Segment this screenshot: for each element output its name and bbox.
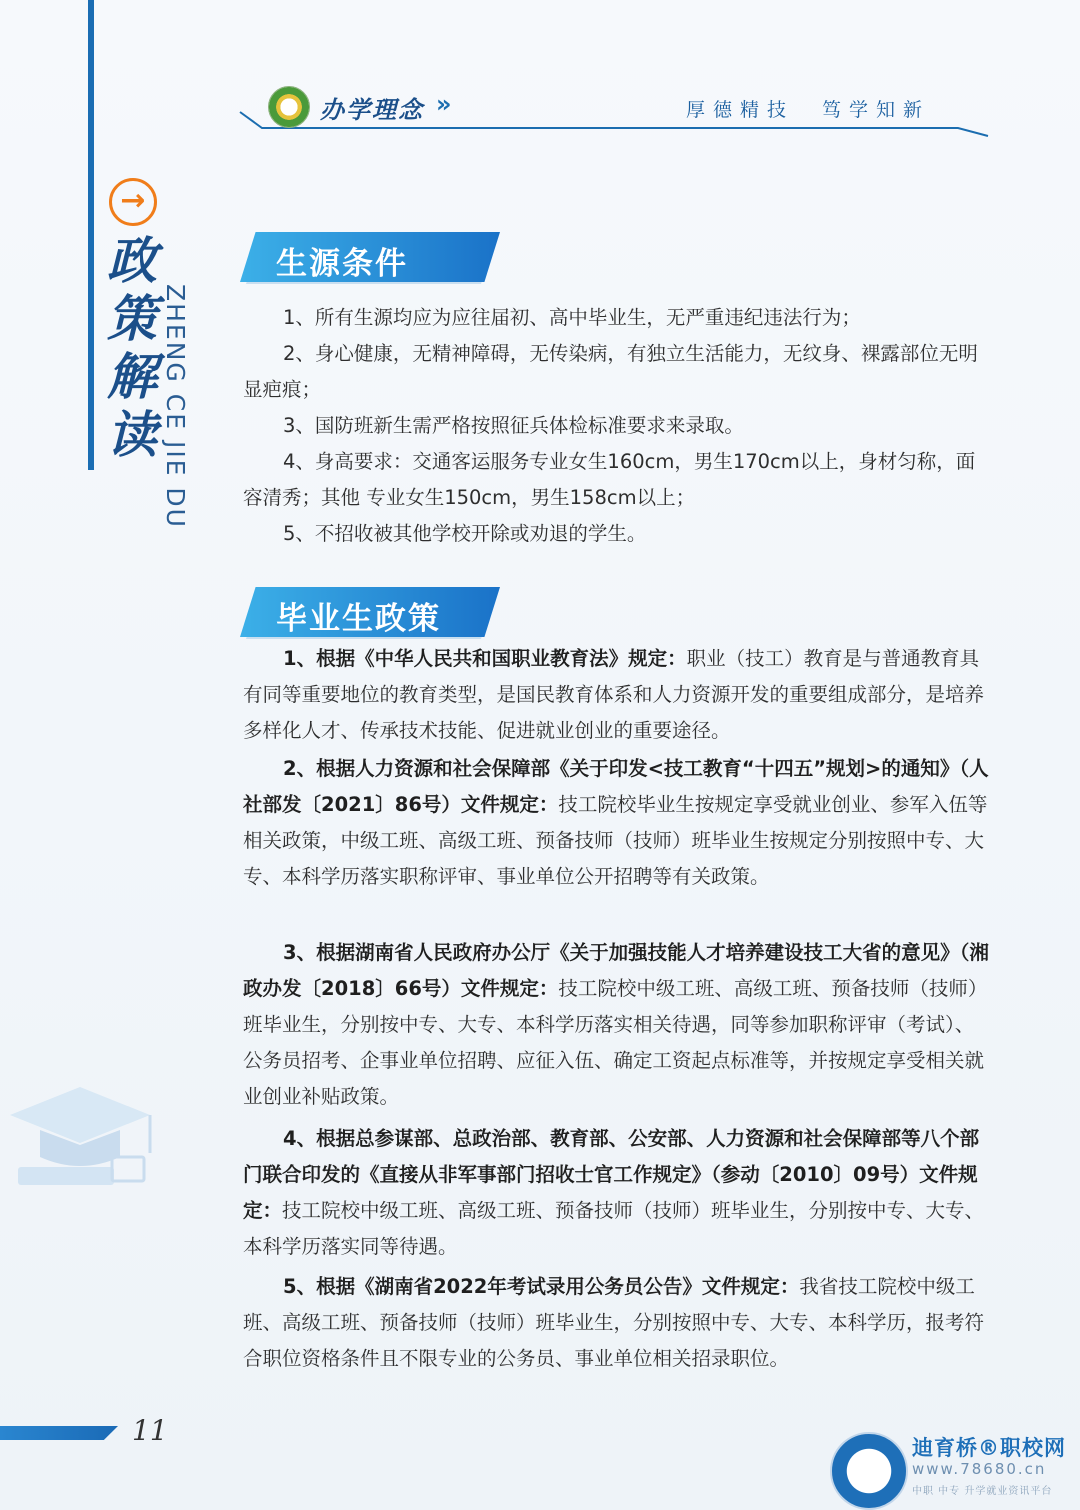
side-title-char: 解 xyxy=(107,347,157,406)
policy-lead: 3、根据湖南省人民政府办公厅《关于加强技能人才培养建设技工大省的意见》（湘政办发〔2018〕66号）文件规定： xyxy=(243,941,989,1000)
school-logo-icon xyxy=(268,86,310,128)
policy-lead: 1、根据《中华人民共和国职业教育法》规定： xyxy=(283,647,687,670)
section-heading-label: 生源条件 xyxy=(276,246,408,282)
policy-text: 技工院校中级工班、高级工班、预备技师（技师）班毕业生，分别按中专、大专、本科学历落实相关待遇，同等参加职称评审（考试）、公务员招考、企事业单位招聘、应征入伍、确定工资起点标准等，并按规定享受相关就业创业补贴政策。 xyxy=(243,977,988,1108)
header-divider-line xyxy=(0,0,1080,150)
section-heading-enrollment xyxy=(240,232,500,282)
policy-item xyxy=(243,1121,993,1265)
enrollment-item: 3、国防班新生需严格按照征兵体检标准要求来录取。 xyxy=(283,414,744,437)
policy-text: 职业（技工）教育是与普通教育具有同等重要地位的教育类型，是国民教育体系和人力资源开发的重要组成部分，是培养多样化人才、传承技术技能、促进就业创业的重要途径。 xyxy=(243,647,985,742)
section-heading-label: 毕业生政策 xyxy=(276,601,441,637)
enrollment-item: 1、所有生源均应为应往届初、高中毕业生，无严重违纪违法行为； xyxy=(283,306,861,329)
enrollment-item: 5、不招收被其他学校开除或劝退的学生。 xyxy=(283,522,647,545)
side-title xyxy=(102,232,162,464)
side-pinyin: ZHENG CE JIE DU xyxy=(161,284,190,529)
arrow-right-icon: → xyxy=(109,178,157,226)
motto-left: 办学理念 xyxy=(320,95,424,124)
section-heading-graduate-policy xyxy=(240,587,500,637)
policy-text: 我省技工院校中级工班、高级工班、预备技师（技师）班毕业生，分别按照中专、大专、本科学历，报考符合职位资格条件且不限专业的公务员、事业单位相关招录职位。 xyxy=(243,1275,985,1370)
page-header xyxy=(0,0,1080,150)
motto-right: 厚德精技 笃学知新 xyxy=(686,99,931,121)
policy-lead: 5、根据《湖南省2022年考试录用公务员公告》文件规定： xyxy=(283,1275,800,1298)
policy-lead: 2、根据人力资源和社会保障部《关于印发<技工教育“十四五”规划>的通知》（人社部发〔2021〕86号）文件规定： xyxy=(243,757,989,816)
policy-item xyxy=(243,1269,993,1377)
footer-accent-bar xyxy=(0,1426,118,1440)
enrollment-item: 4、身高要求：交通客运服务专业女生160cm，男生170cm以上，身材匀称，面容清秀；其他 专业女生150cm，男生158cm以上； xyxy=(243,450,976,509)
side-title-char: 政 xyxy=(107,231,157,290)
watermark-url: www.78680.cn xyxy=(912,1460,1047,1478)
policy-item xyxy=(243,935,993,1115)
policy-lead: 4、根据总参谋部、总政治部、教育部、公安部、人力资源和社会保障部等八个部门联合印发的《直接从非军事部门招收士官工作规定》（参动〔2010〕09号）文件规定： xyxy=(243,1127,980,1222)
watermark-title: 迪育桥®职校网 xyxy=(912,1436,1066,1460)
page-number: 11 xyxy=(132,1414,168,1447)
policy-text: 技工院校毕业生按规定享受就业创业、参军入伍等相关政策，中级工班、高级工班、预备技师（技师）班毕业生按规定分别按照中专、大专、本科学历落实职称评审、事业单位公开招聘等有关政策。 xyxy=(243,793,988,888)
watermark-logo-icon xyxy=(830,1432,908,1510)
policy-item xyxy=(243,751,993,895)
double-chevron-icon: » xyxy=(436,90,446,118)
side-title-char: 策 xyxy=(107,289,157,348)
policy-item xyxy=(243,641,993,749)
side-title-char: 读 xyxy=(107,405,157,464)
enrollment-item: 2、身心健康，无精神障碍，无传染病，有独立生活能力，无纹身、裸露部位无明显疤痕； xyxy=(243,342,978,401)
graduation-cap-icon xyxy=(0,1075,160,1195)
policy-text: 技工院校中级工班、高级工班、预备技师（技师）班毕业生，分别按中专、大专、本科学历落实同等待遇。 xyxy=(243,1199,985,1258)
watermark-subtitle: 中职 中专 升学就业资讯平台 xyxy=(912,1486,1053,1497)
